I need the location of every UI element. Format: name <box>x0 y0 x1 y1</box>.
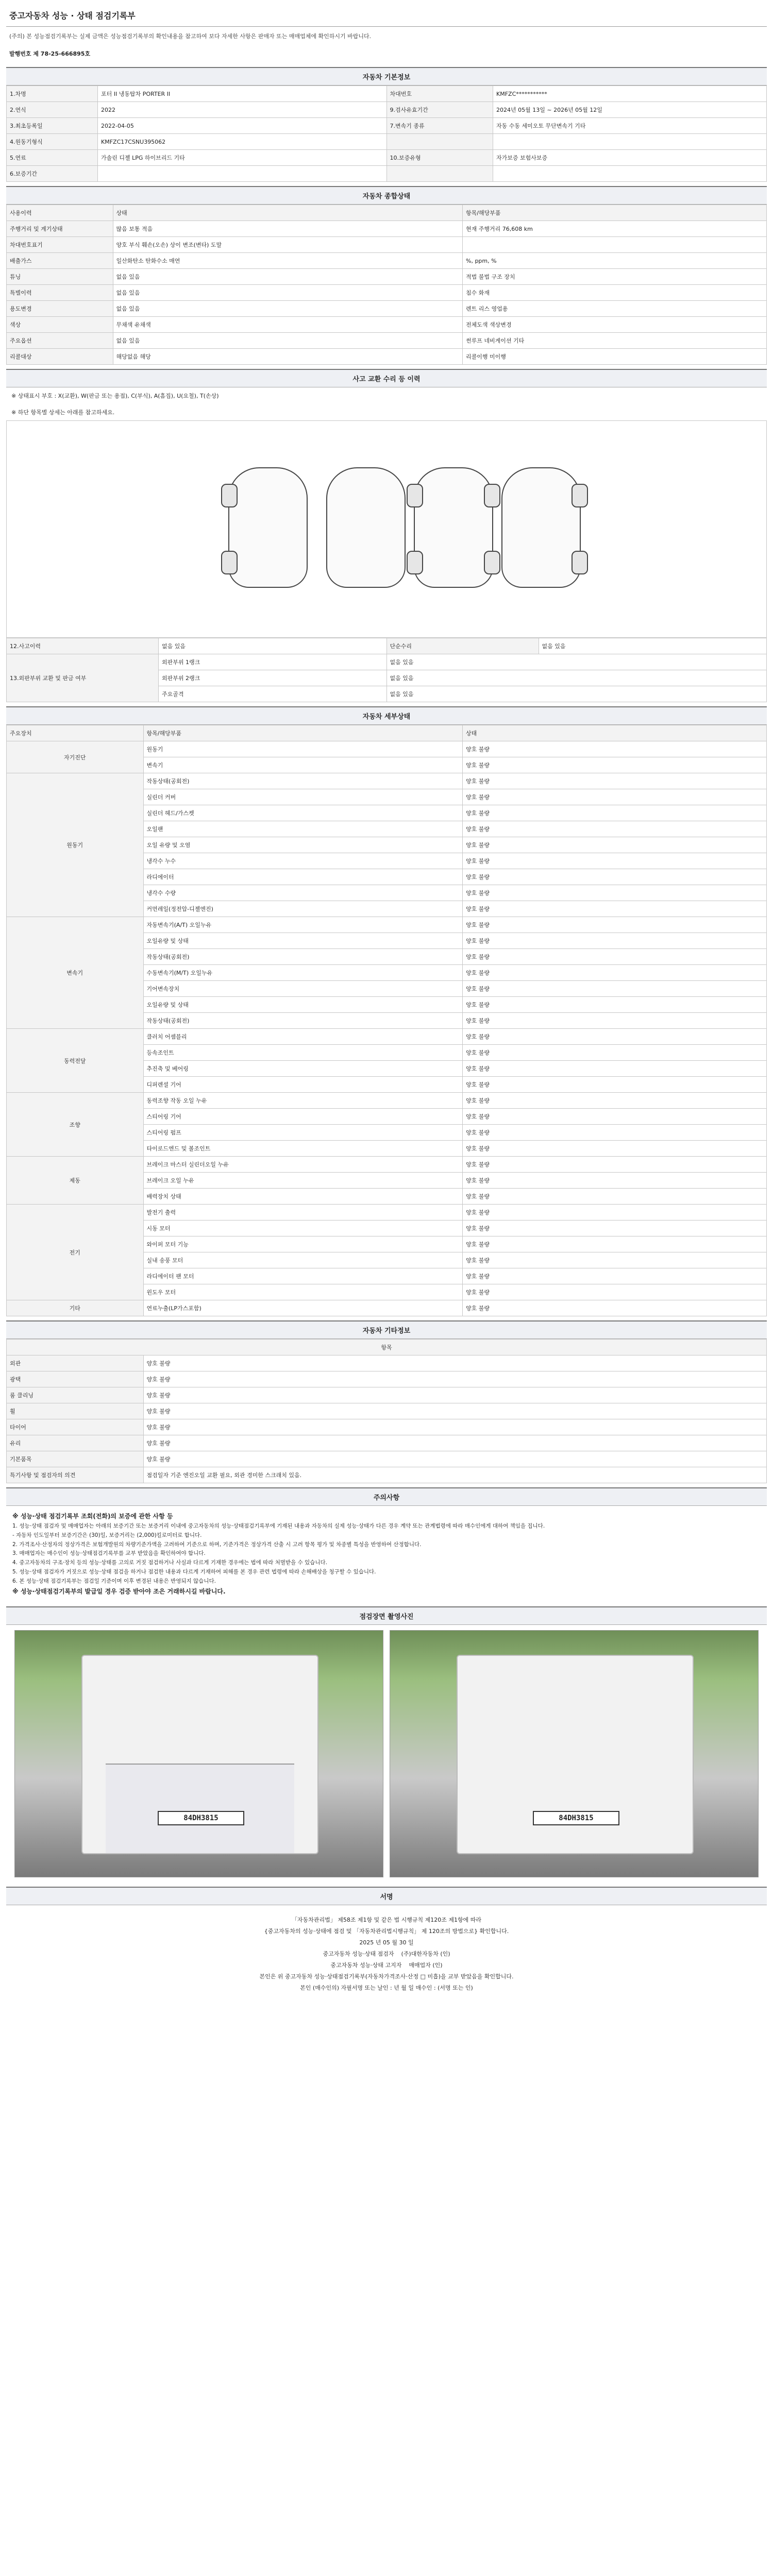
detail-part: 타이로드엔드 및 볼조인트 <box>143 1141 463 1157</box>
basic-key: 3.최초등록일 <box>7 118 98 134</box>
detail-part: 변속기 <box>143 757 463 773</box>
detail-part: 오일팬 <box>143 821 463 837</box>
detail-part: 스티어링 기어 <box>143 1109 463 1125</box>
inspector-label: 중고자동차 성능·상태 점검자 <box>323 1950 394 1957</box>
other-status: 양호 불량 <box>143 1371 767 1387</box>
basic-value: KMFZC17CSNU395062 <box>98 134 387 150</box>
wheel-icon <box>484 551 500 574</box>
detail-part: 연료누출(LP가스포함) <box>143 1300 463 1316</box>
detail-part: 실린더 커버 <box>143 789 463 805</box>
other-sub: 항목 <box>7 1340 767 1355</box>
detail-part: 배력장치 상태 <box>143 1189 463 1205</box>
comp-detail: %, ppm, % <box>463 253 767 269</box>
detail-part: 실린더 헤드/가스켓 <box>143 805 463 821</box>
parts-label: 13.외판부위 교환 및 판금 여부 <box>7 654 159 702</box>
repair-label: 단순수리 <box>386 638 539 654</box>
car-diagram <box>6 420 767 638</box>
basic-key <box>386 166 493 182</box>
inspector-value: (주)대한자동차 (인) <box>401 1950 450 1957</box>
comprehensive-table <box>6 205 767 365</box>
comp-state: 많음 보통 적음 <box>113 221 463 237</box>
caution-footer: ※ 성능·상태점검기록부의 발급일 경우 검증 받아야 조은 거래하시길 바랍니다. <box>12 1587 226 1595</box>
detail-status: 양호 불량 <box>463 1252 767 1268</box>
accident-value: 없음 있음 <box>159 638 387 654</box>
basic-key: 9.검사유효기간 <box>386 102 493 118</box>
other-row <box>7 1403 767 1419</box>
comp-state: 양호 부식 훼손(오손) 상이 변조(변타) 도말 <box>113 237 463 253</box>
comp-state: 없음 있음 <box>113 269 463 285</box>
rear-photo <box>390 1630 759 1877</box>
comp-row <box>7 317 767 333</box>
notice-text: (주의) 본 성능점검기록부는 실제 금액은 성능점검기록부의 확인내용을 참고하여 보다 자세한 사항은 판매자 또는 매매업체에 확인하시기 바랍니다. <box>9 33 372 40</box>
comp-row <box>7 333 767 349</box>
comp-detail: 전체도색 색상변경 <box>463 317 767 333</box>
detail-status: 양호 불량 <box>463 997 767 1013</box>
basic-row <box>7 166 767 182</box>
wheel-icon <box>484 484 500 507</box>
other-row <box>7 1355 767 1371</box>
other-item: 유리 <box>7 1435 144 1451</box>
other-status: 양호 불량 <box>143 1355 767 1371</box>
other-row <box>7 1371 767 1387</box>
basic-value: 자가보증 보험사보증 <box>493 150 767 166</box>
detail-status: 양호 불량 <box>463 1125 767 1141</box>
detail-status: 양호 불량 <box>463 869 767 885</box>
front-plate: 84DH3815 <box>158 1811 245 1825</box>
basic-info-table <box>6 86 767 182</box>
basic-key: 차대번호 <box>386 86 493 102</box>
rank2-label: 외판부위 2랭크 <box>159 670 387 686</box>
frame-label: 주요골격 <box>159 686 387 702</box>
basic-value: 포터 II 냉동탑차 PORTER II <box>98 86 387 102</box>
detail-table <box>6 725 767 1316</box>
caution-line: - 자동차 인도일부터 보증기간은 (30)일, 보증거리는 (2,000)킬로미터로 합니다. <box>12 1532 202 1538</box>
other-row <box>7 1435 767 1451</box>
basic-value: 자동 수동 세미오토 무단변속기 기타 <box>493 118 767 134</box>
comp-state: 없음 있음 <box>113 285 463 301</box>
comp-state: 없음 있음 <box>113 301 463 317</box>
receipt-text: 본인은 위 중고자동차 성능·상태점검기록부(자동차가격조사·산정 □ 미흡)을 교부 받았음을 확인합니다. <box>259 1973 514 1980</box>
rear-plate: 84DH3815 <box>533 1811 620 1825</box>
detail-group: 원동기 <box>7 773 144 917</box>
car-top-view <box>326 467 406 588</box>
detail-row <box>7 1093 767 1109</box>
comp-row <box>7 349 767 365</box>
detail-status: 양호 불량 <box>463 1141 767 1157</box>
col-status: 상태 <box>463 725 767 741</box>
detail-status: 양호 불량 <box>463 1013 767 1029</box>
detail-part: 자동변속기(A/T) 오일누유 <box>143 917 463 933</box>
detail-status: 양호 불량 <box>463 1221 767 1236</box>
comp-item: 특별이력 <box>7 285 113 301</box>
detail-part: 작동상태(공회전) <box>143 773 463 789</box>
other-row <box>7 1419 767 1435</box>
other-item: 광택 <box>7 1371 144 1387</box>
repair-value: 없음 있음 <box>539 638 767 654</box>
basic-row <box>7 102 767 118</box>
basic-key: 10.보증유형 <box>386 150 493 166</box>
basic-key: 1.차명 <box>7 86 98 102</box>
col-detail: 항목/해당부품 <box>463 205 767 221</box>
caution-line: 6. 본 성능·상태 점검기록부는 점검일 기준이며 이후 변경된 내용은 반영되지 않습니다. <box>12 1578 216 1584</box>
detail-part: 시동 모터 <box>143 1221 463 1236</box>
rank2-value: 없음 있음 <box>386 670 767 686</box>
detail-status: 양호 불량 <box>463 741 767 757</box>
detail-group: 동력전달 <box>7 1029 144 1093</box>
caution-line: 5. 성능·상태 점검자가 거짓으로 성능·상태 점검을 하거나 점검한 내용과 다르게 기재하여 피해를 본 경우 관련 법령에 따라 손해배상을 청구할 수 있습니다. <box>12 1569 376 1575</box>
detail-status: 양호 불량 <box>463 1045 767 1061</box>
detail-status: 양호 불량 <box>463 837 767 853</box>
comp-row <box>7 301 767 317</box>
rank1-value: 없음 있음 <box>386 654 767 670</box>
detail-part: 커먼레일(정전압-디젤엔진) <box>143 901 463 917</box>
detail-group: 전기 <box>7 1205 144 1300</box>
accident-label: 12.사고이력 <box>7 638 159 654</box>
wheel-icon <box>407 551 423 574</box>
caution-line: 1. 성능·상태 점검자 및 매매업자는 아래의 보증기간 또는 보증거리 이내에 중고자동차의 성능·상태점검기록부에 기재된 내용과 자동차의 실제 성능·상태가 다른 경우 계약 또는 관계법령에 따라 매수인에게 대하여 책임을 집니다. <box>12 1522 545 1529</box>
detail-part: 오일 유량 및 오염 <box>143 837 463 853</box>
legend-symbols: ※ 상태표시 부호 : X(교환), W(판금 또는 용접), C(부식), A(흠집), U(요철), T(손상) <box>11 393 219 399</box>
detail-status: 양호 불량 <box>463 981 767 997</box>
detail-row <box>7 1300 767 1316</box>
detail-row <box>7 1157 767 1173</box>
comp-detail <box>463 237 767 253</box>
rank1-label: 외판부위 1랭크 <box>159 654 387 670</box>
car-left-view <box>228 467 308 588</box>
detail-status: 양호 불량 <box>463 1300 767 1316</box>
photo-row <box>6 1625 767 1883</box>
detail-status: 양호 불량 <box>463 1189 767 1205</box>
detail-status: 양호 불량 <box>463 1061 767 1077</box>
wheel-icon <box>221 484 238 507</box>
comp-item: 배출가스 <box>7 253 113 269</box>
basic-key <box>386 134 493 150</box>
detail-status: 양호 불량 <box>463 1029 767 1045</box>
other-row <box>7 1387 767 1403</box>
detail-status: 양호 불량 <box>463 1093 767 1109</box>
comp-row <box>7 285 767 301</box>
comp-state: 없음 있음 <box>113 333 463 349</box>
basic-key: 7.변속기 종류 <box>386 118 493 134</box>
detail-status: 양호 불량 <box>463 853 767 869</box>
detail-status: 양호 불량 <box>463 965 767 981</box>
other-status: 양호 불량 <box>143 1387 767 1403</box>
truck-front <box>81 1655 319 1854</box>
detail-part: 실내 송풍 모터 <box>143 1252 463 1268</box>
comp-item: 색상 <box>7 317 113 333</box>
comprehensive-header: 자동차 종합상태 <box>6 186 767 205</box>
other-item: 타이어 <box>7 1419 144 1435</box>
notifier-label: 중고자동차 성능·상태 고지자 <box>330 1961 402 1969</box>
other-table <box>6 1339 767 1483</box>
detail-status: 양호 불량 <box>463 1268 767 1284</box>
comp-state: 일산화탄소 탄화수소 매연 <box>113 253 463 269</box>
caution-title: ※ 성능·상태 점검기록부 조회(전화)의 보증에 관한 사항 등 <box>12 1513 173 1520</box>
comp-item: 차대번호표기 <box>7 237 113 253</box>
basic-value: 가솔린 디젤 LPG 하이브리드 기타 <box>98 150 387 166</box>
detail-status: 양호 불량 <box>463 1284 767 1300</box>
car-bottom-view <box>414 467 493 588</box>
wheel-icon <box>572 484 588 507</box>
detail-status: 양호 불량 <box>463 773 767 789</box>
detail-part: 등속조인트 <box>143 1045 463 1061</box>
detail-part: 발전기 출력 <box>143 1205 463 1221</box>
detail-row <box>7 917 767 933</box>
document-number: 발행번호 제 78-25-666895호 <box>9 50 91 57</box>
basic-key: 2.연식 <box>7 102 98 118</box>
frame-value: 없음 있음 <box>386 686 767 702</box>
detail-part: 동력조향 작동 오일 누유 <box>143 1093 463 1109</box>
notifier-value: 매매업자 (인) <box>409 1961 443 1969</box>
detail-status: 양호 불량 <box>463 789 767 805</box>
detail-row <box>7 773 767 789</box>
other-row <box>7 1451 767 1467</box>
basic-row <box>7 150 767 166</box>
caution-box <box>6 1506 767 1602</box>
comp-state: 해당없음 해당 <box>113 349 463 365</box>
comp-detail: 침수 화재 <box>463 285 767 301</box>
comp-item: 튜닝 <box>7 269 113 285</box>
detail-part: 클러치 어셈블리 <box>143 1029 463 1045</box>
comp-row <box>7 269 767 285</box>
basic-value: 2022-04-05 <box>98 118 387 134</box>
detail-status: 양호 불량 <box>463 1157 767 1173</box>
other-status: 양호 불량 <box>143 1403 767 1419</box>
basic-value: KMFZC*********** <box>493 86 767 102</box>
basic-key: 5.연료 <box>7 150 98 166</box>
signature-block <box>6 1905 767 2003</box>
basic-row <box>7 134 767 150</box>
photos-header: 점검장면 촬영사진 <box>6 1606 767 1625</box>
col-device: 주요장치 <box>7 725 144 741</box>
other-status: 양호 불량 <box>143 1419 767 1435</box>
remark-label: 특기사항 및 점검자의 의견 <box>7 1467 144 1483</box>
comp-state: 무채색 유채색 <box>113 317 463 333</box>
comp-item: 용도변경 <box>7 301 113 317</box>
detail-group: 변속기 <box>7 917 144 1029</box>
legend-note: ※ 하단 항목별 상세는 아래를 참고하세요. <box>11 409 115 416</box>
basic-value <box>98 166 387 182</box>
detail-status: 양호 불량 <box>463 885 767 901</box>
other-item: 휠 <box>7 1403 144 1419</box>
detail-part: 브레이크 마스터 실린더오일 누유 <box>143 1157 463 1173</box>
comp-detail: 현재 주행거리 76,608 km <box>463 221 767 237</box>
basic-key: 4.원동기형식 <box>7 134 98 150</box>
detail-part: 라디에이터 팬 모터 <box>143 1268 463 1284</box>
detail-part: 브레이크 오일 누유 <box>143 1173 463 1189</box>
other-header: 자동차 기타정보 <box>6 1320 767 1339</box>
front-photo <box>14 1630 383 1877</box>
detail-header: 자동차 세부상태 <box>6 706 767 725</box>
detail-part: 오일유량 및 상태 <box>143 933 463 949</box>
sign-line2: {중고자동차의 성능·상태에 점검 및 「자동차관리법시행규칙」 제 120조의 방법으로} 확인합니다. <box>264 1927 509 1935</box>
sign-line1: 「자동차관리법」 제58조 제1항 및 같은 법 시행규칙 제120조 제1항에 따라 <box>291 1916 482 1923</box>
comp-detail: 리콜이행 미이행 <box>463 349 767 365</box>
detail-part: 냉각수 누수 <box>143 853 463 869</box>
car-right-view <box>501 467 581 588</box>
page-title: 중고자동차 성능 · 상태 점검기록부 <box>6 6 767 27</box>
detail-status: 양호 불량 <box>463 757 767 773</box>
remark-value: 점검일자 기준 엔진오일 교환 필요, 외관 경미한 스크래치 있음. <box>143 1467 767 1483</box>
comp-detail: 썬루프 네비게이션 기타 <box>463 333 767 349</box>
col-part: 항목/해당부품 <box>143 725 463 741</box>
signature-header: 서명 <box>6 1887 767 1905</box>
detail-part: 윈도우 모터 <box>143 1284 463 1300</box>
wheel-icon <box>221 551 238 574</box>
detail-status: 양호 불량 <box>463 821 767 837</box>
detail-part: 작동상태(공회전) <box>143 949 463 965</box>
other-status: 양호 불량 <box>143 1435 767 1451</box>
detail-group: 조향 <box>7 1093 144 1157</box>
caution-line: 4. 중고자동차의 구조·장치 등의 성능·상태를 고의로 거짓 점검하거나 사실과 다르게 기재한 경우에는 법에 따라 처벌받을 수 있습니다. <box>12 1560 328 1566</box>
detail-part: 와이퍼 모터 기능 <box>143 1236 463 1252</box>
detail-part: 원동기 <box>143 741 463 757</box>
detail-part: 라디에이터 <box>143 869 463 885</box>
detail-status: 양호 불량 <box>463 1236 767 1252</box>
comp-item: 리콜대상 <box>7 349 113 365</box>
exterior-header: 사고 교환 수리 등 이력 <box>6 369 767 387</box>
comp-detail: 적법 불법 구조 장치 <box>463 269 767 285</box>
wheel-icon <box>407 484 423 507</box>
caution-line: 3. 매매업자는 매수인이 성능·상태점검기록부를 교부 받았음을 확인하여야 합니다. <box>12 1550 206 1557</box>
detail-row <box>7 1029 767 1045</box>
detail-status: 양호 불량 <box>463 949 767 965</box>
basic-info-header: 자동차 기본정보 <box>6 67 767 86</box>
basic-value: 2024년 05월 13일 ~ 2026년 05월 12일 <box>493 102 767 118</box>
other-item: 외관 <box>7 1355 144 1371</box>
comp-row <box>7 221 767 237</box>
detail-status: 양호 불량 <box>463 933 767 949</box>
caution-header: 주의사항 <box>6 1487 767 1506</box>
basic-value: 2022 <box>98 102 387 118</box>
comp-detail: 렌트 리스 영업용 <box>463 301 767 317</box>
detail-group: 제동 <box>7 1157 144 1205</box>
detail-part: 스티어링 펌프 <box>143 1125 463 1141</box>
detail-part: 수동변속기(M/T) 오일누유 <box>143 965 463 981</box>
detail-status: 양호 불량 <box>463 1077 767 1093</box>
comp-item: 주요옵션 <box>7 333 113 349</box>
accident-table <box>6 638 767 702</box>
col-usage: 사용이력 <box>7 205 113 221</box>
truck-rear <box>457 1655 694 1854</box>
detail-part: 오일유량 및 상태 <box>143 997 463 1013</box>
detail-status: 양호 불량 <box>463 901 767 917</box>
basic-row <box>7 86 767 102</box>
detail-part: 작동상태(공회전) <box>143 1013 463 1029</box>
wheel-icon <box>572 551 588 574</box>
basic-key: 6.보증기간 <box>7 166 98 182</box>
receiver-text: 본인 (매수인의) 자필서명 또는 날인 : 년 월 일 매수인 : (서명 또는 인) <box>300 1984 473 1991</box>
detail-part: 디퍼렌셜 기어 <box>143 1077 463 1093</box>
detail-status: 양호 불량 <box>463 1205 767 1221</box>
detail-status: 양호 불량 <box>463 1109 767 1125</box>
basic-row <box>7 118 767 134</box>
sign-date: 2025 년 05 월 30 일 <box>359 1939 414 1946</box>
comp-row <box>7 237 767 253</box>
detail-part: 냉각수 수량 <box>143 885 463 901</box>
other-item: 기본품목 <box>7 1451 144 1467</box>
comp-row <box>7 253 767 269</box>
basic-value <box>493 134 767 150</box>
detail-row <box>7 741 767 757</box>
detail-row <box>7 1205 767 1221</box>
detail-status: 양호 불량 <box>463 1173 767 1189</box>
other-item: 룸 클리닝 <box>7 1387 144 1403</box>
basic-value <box>493 166 767 182</box>
detail-part: 추진축 및 베어링 <box>143 1061 463 1077</box>
other-status: 양호 불량 <box>143 1451 767 1467</box>
detail-group: 자기진단 <box>7 741 144 773</box>
col-state: 상태 <box>113 205 463 221</box>
detail-group: 기타 <box>7 1300 144 1316</box>
caution-line: 2. 가격조사·산정자의 정상가격은 보험개발원의 차량기준가액을 고려하여 기준으로 하며, 기준가격은 정상가격 산출 시 고려 항목 평가 및 차종별 특성을 반영하여 산정합니다. <box>12 1541 422 1548</box>
detail-part: 기어변속장치 <box>143 981 463 997</box>
comp-item: 주행거리 및 계기상태 <box>7 221 113 237</box>
detail-status: 양호 불량 <box>463 805 767 821</box>
detail-status: 양호 불량 <box>463 917 767 933</box>
